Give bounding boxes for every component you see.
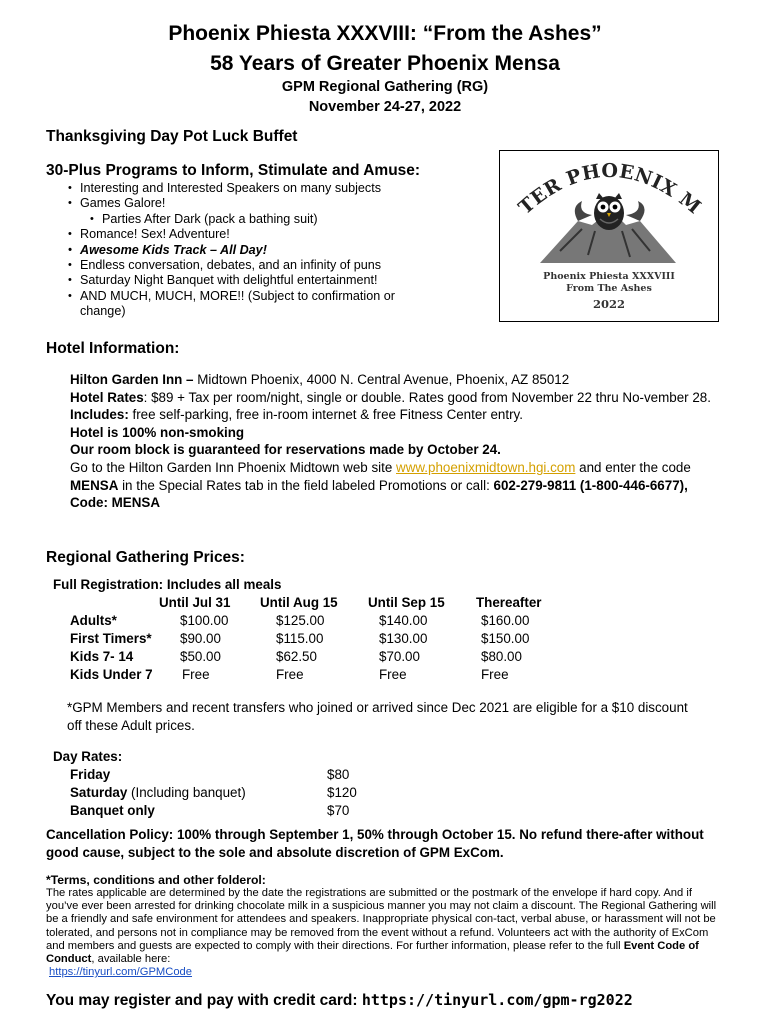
table-cell: Free	[182, 667, 210, 682]
hotel-rates-label: Hotel Rates	[70, 389, 144, 405]
prices-heading: Regional Gathering Prices:	[46, 549, 245, 566]
list-item: • Awesome Kids Track – All Day!	[66, 243, 446, 258]
list-item: • Parties After Dark (pack a bathing suit)	[88, 212, 446, 227]
column-header: Thereafter	[476, 595, 542, 610]
table-cell: $80.00	[481, 649, 522, 664]
table-cell: $125.00	[276, 613, 325, 628]
list-item: • Endless conversation, debates, and an infinity of puns	[66, 258, 446, 273]
table-cell: $70.00	[379, 649, 420, 664]
hotel-goto-text: Go to the Hilton Garden Inn Phoenix Midtown web site	[70, 459, 397, 475]
day-rate-price: $120	[327, 785, 357, 800]
hotel-rates-text: : $89 + Tax per room/night, single or double. Rates good from November 22 thru No-vember 28.	[143, 389, 711, 405]
programs-heading: 30-Plus Programs to Inform, Stimulate and Amuse:	[46, 162, 421, 179]
code-of-conduct-link[interactable]: https://tinyurl.com/GPMCode	[49, 966, 193, 979]
hotel-nonsmoking: Hotel is 100% non-smoking	[70, 424, 245, 440]
mensa-logo	[499, 150, 719, 322]
hotel-code-word: MENSA	[70, 477, 119, 493]
hotel-room-block: Our room block is guaranteed for reservations made by October 24.	[70, 442, 501, 458]
list-item: • Games Galore!	[66, 196, 446, 211]
document-title-line1: Phoenix Phiesta XXXVIII: “From the Ashes”	[168, 22, 602, 45]
list-item: • Romance! Sex! Adventure!	[66, 227, 446, 242]
logo-line2: From The Ashes	[566, 283, 652, 294]
logo-arc-text: TER PHOENIX M	[514, 159, 706, 219]
day-rate-note: (Including banquet)	[127, 785, 246, 800]
row-label: First Timers*	[70, 631, 152, 646]
programs-list	[66, 181, 446, 320]
hotel-heading: Hotel Information:	[46, 340, 180, 357]
list-item	[70, 766, 390, 784]
register-footer	[46, 990, 633, 1011]
day-rate-price: $70	[327, 803, 350, 818]
cancellation-policy: Cancellation Policy: 100% through September 1, 50% through October 15. No refund there-after without good cause, subject to the sole and absolute discretion of GPM ExCom.	[46, 827, 704, 860]
document-title-line2: 58 Years of Greater Phoenix Mensa	[210, 52, 560, 75]
table-cell: $50.00	[180, 649, 221, 664]
register-url[interactable]: https://tinyurl.com/gpm-rg2022	[361, 991, 633, 1009]
row-label: Kids Under 7	[70, 667, 153, 682]
logo-line1: Phoenix Phiesta XXXVIII	[543, 271, 675, 282]
full-registration-label: Full Registration: Includes all meals	[53, 577, 282, 592]
list-item: • Interesting and Interested Speakers on many subjects	[66, 181, 446, 196]
code-of-conduct: Event Code of Conduct	[46, 939, 699, 966]
table-cell: $130.00	[379, 631, 428, 646]
table-cell: $160.00	[481, 613, 530, 628]
column-header: Until Sep 15	[368, 595, 445, 610]
terms-heading: *Terms, conditions and other folderol:	[46, 873, 266, 887]
list-item	[70, 802, 390, 820]
day-rate-label: Saturday	[70, 785, 128, 800]
list-item: • AND MUCH, MUCH, MORE!! (Subject to confirmation or change)	[66, 289, 436, 320]
terms-text-block	[46, 887, 718, 979]
day-rate-label: Friday	[70, 767, 111, 782]
register-text: You may register and pay with credit card:	[46, 992, 362, 1009]
hotel-includes-text: free self-parking, free in-room internet & free Fitness Center entry.	[128, 407, 523, 423]
hotel-includes-label: Includes:	[70, 407, 129, 423]
thanksgiving-heading: Thanksgiving Day Pot Luck Buffet	[46, 128, 298, 145]
table-cell: Free	[481, 667, 509, 682]
table-cell: $100.00	[180, 613, 229, 628]
table-cell: $62.50	[276, 649, 317, 664]
column-header: Until Aug 15	[260, 595, 338, 610]
table-cell: Free	[276, 667, 304, 682]
table-cell: $115.00	[276, 631, 324, 646]
logo-year: 2022	[592, 297, 625, 311]
hotel-address: Midtown Phoenix, 4000 N. Central Avenue, Phoenix, AZ 85012	[193, 372, 570, 387]
day-rate-price: $80	[327, 767, 350, 782]
hotel-website-link[interactable]: www.phoenixmidtown.hgi.com	[396, 459, 576, 475]
discount-note: *GPM Members and recent transfers who joined or arrived since Dec 2021 are eligible for a $10 discount off these Adult prices.	[67, 700, 688, 733]
row-label: Adults*	[70, 613, 117, 628]
table-cell: $150.00	[481, 631, 530, 646]
event-dates: November 24-27, 2022	[308, 99, 462, 115]
column-header: Until Jul 31	[159, 595, 231, 610]
document-subtitle: GPM Regional Gathering (RG)	[281, 79, 489, 95]
hotel-special-text: in the Special Rates tab in the field labeled Promotions or call:	[118, 477, 494, 493]
list-item: • Saturday Night Banquet with delightful entertainment!	[66, 273, 446, 288]
day-rate-label: Banquet only	[70, 803, 155, 818]
hotel-info	[70, 371, 718, 512]
table-cell: $140.00	[379, 613, 428, 628]
day-rates-list	[70, 766, 390, 820]
row-label: Kids 7- 14	[70, 649, 134, 664]
hotel-enter-text: and enter the code	[575, 459, 691, 475]
table-cell: $90.00	[180, 631, 221, 646]
hotel-name: Hilton Garden Inn –	[70, 372, 194, 387]
day-rates-heading: Day Rates:	[53, 749, 123, 764]
list-item	[70, 784, 390, 802]
hotel-phone: 602-279-9811 (1-800-446-6677), Code: MENSA	[70, 477, 688, 511]
table-cell: Free	[379, 667, 407, 682]
terms-text: The rates applicable are determined by the date the registrations are submitted or the postmark of the envelope if hard copy. And if you’ve ever been arrested for drinking chocolate milk in a suspicious manner you may not claim a discount. The Regional Gathering will be a friendly and safe environment for attendees and speakers. Inappropriate physical con-tact, verbal abuse, or harassment will not be tolerated, and persons not in compliance may be removed from the event without a refund. Volunteers act with the authority of ExCom and members and guests are expected to comply with their directions. For further information, please refer to the full	[46, 887, 717, 952]
terms-available: , available here:	[91, 953, 171, 966]
